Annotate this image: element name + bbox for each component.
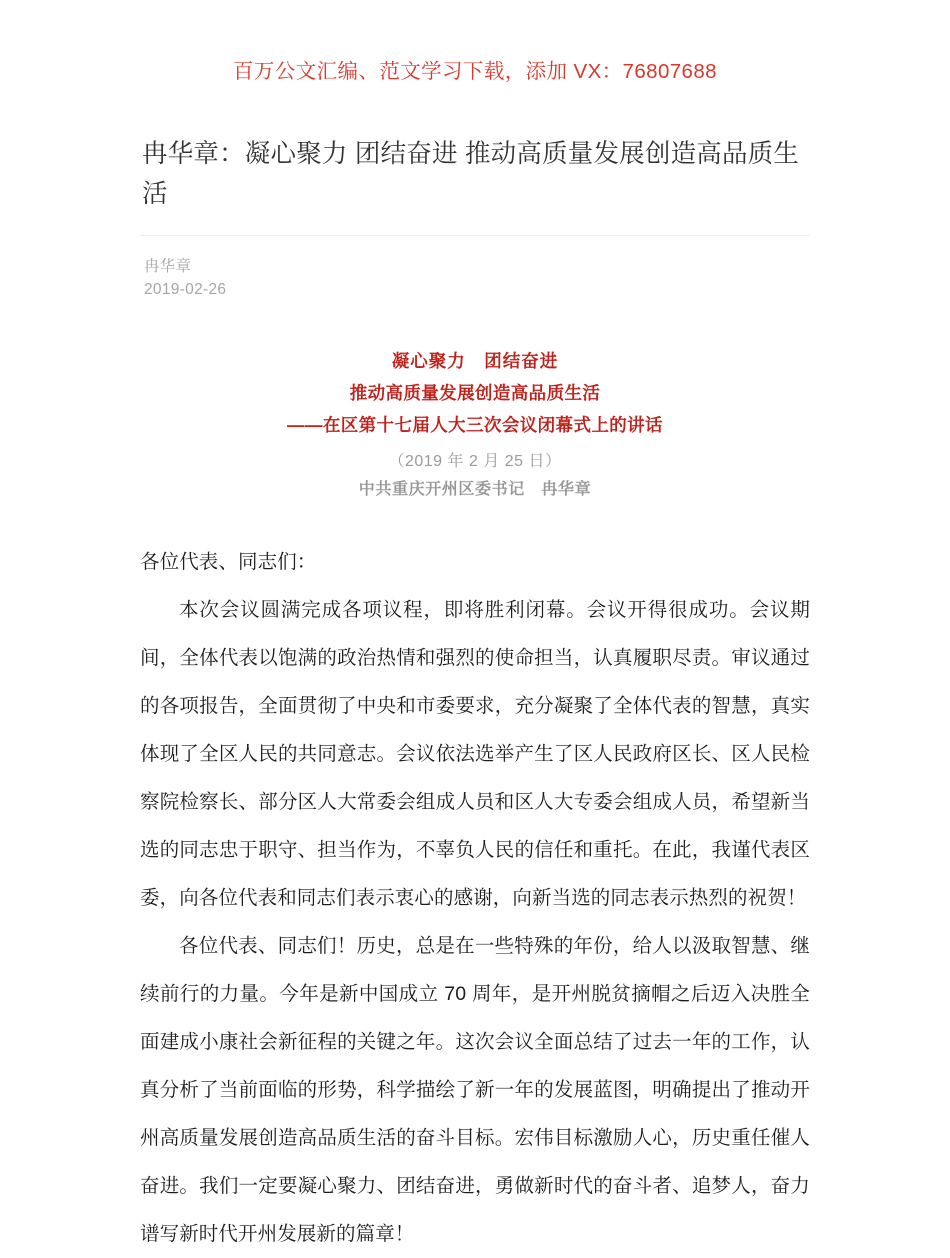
promo-banner	[0, 0, 950, 86]
page-title: 冉华章：凝心聚力 团结奋进 推动高质量发展创造高品质生活	[142, 140, 800, 208]
promo-banner-text: 百万公文汇编、范文学习下载，添加 VX：76807688	[233, 60, 717, 83]
speech-headline-line-1: 凝心聚力 团结奋进	[391, 351, 559, 371]
meta-author: 冉华章	[144, 258, 192, 275]
speech-headline-line-2: 推动高质量发展创造高品质生活	[349, 383, 601, 403]
body-paragraph: 本次会议圆满完成各项议程，即将胜利闭幕。会议开得很成功。会议期间，全体代表以饱满的政治热情和强烈的使命担当，认真履职尽责。审议通过的各项报告，全面贯彻了中央和市委要求，充分凝聚了全体代表的智慧，真实体现了全区人民的共同意志。会议依法选举产生了区人民政府区长、区人民检察院检察长、部分区人大常委会组成人员和区人大专委会组成人员，希望新当选的同志忠于职守、担当作为，不辜负人民的信任和重托。在此，我谨代表区委，向各位代表和同志们表示衷心的感谢，向新当选的同志表示热烈的祝贺！	[140, 599, 810, 909]
speech-speaker: 中共重庆开州区委书记 冉华章	[358, 481, 592, 498]
speech-headline-subtitle: ——在区第十七届人大三次会议闭幕式上的讲话	[287, 415, 663, 435]
article-body	[140, 538, 810, 1258]
speech-date: （2019 年 2 月 25 日）	[388, 453, 562, 470]
speech-headline-block	[140, 345, 810, 504]
body-paragraph: 各位代表、同志们！历史，总是在一些特殊的年份，给人以汲取智慧、继续前行的力量。今年是新中国成立 70 周年，是开州脱贫摘帽之后迈入决胜全面建成小康社会新征程的关键之年。这次会议全面总结了过去一年的工作，认真分析了当前面临的形势，科学描绘了新一年的发展蓝图，明确提出了推动开州高质量发展创造高品质生活的奋斗目标。宏伟目标激励人心，历史重任催人奋进。我们一定要凝心聚力、团结奋进，勇做新时代的奋斗者、追梦人，奋力谱写新时代开州发展新的篇章！	[140, 935, 810, 1245]
body-salutation: 各位代表、同志们：	[140, 551, 317, 573]
meta-date: 2019-02-26	[144, 281, 227, 298]
article-meta	[140, 236, 810, 301]
article-container	[140, 86, 810, 1258]
